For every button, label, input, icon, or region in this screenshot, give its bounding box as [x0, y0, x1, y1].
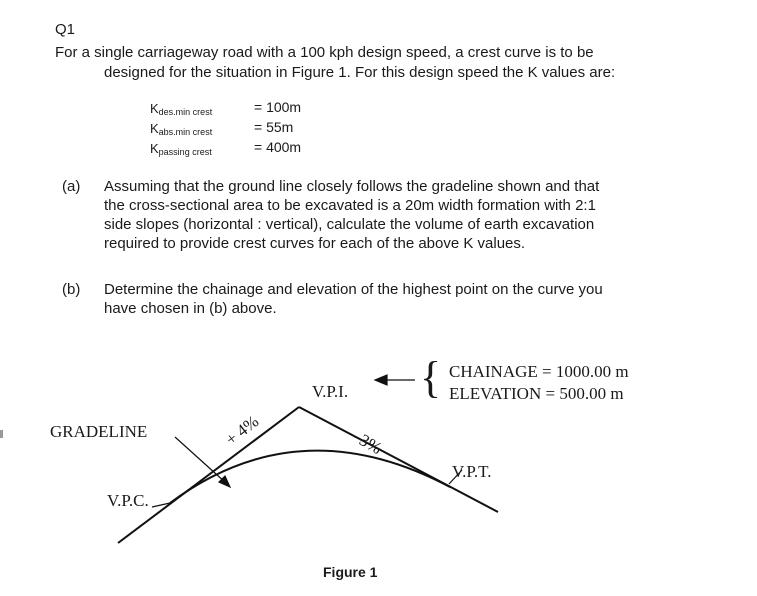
vpi-arrowhead — [375, 375, 387, 385]
part-a-line-4: required to provide crest curves for each of the above K values. — [104, 235, 526, 252]
part-b-label: (b) — [62, 281, 81, 298]
part-b-line-2: have chosen in (b) above. — [104, 300, 277, 317]
intro-line-2: designed for the situation in Figure 1. For this design speed the K values are: — [104, 64, 616, 81]
k-label-des-min: $K_{des.min crest}$ — [150, 101, 213, 117]
part-a-line-2: the cross-sectional area to be excavated is a 20m width formation with 2:1 — [104, 197, 596, 214]
gradeline-leader-line — [175, 437, 226, 483]
part-a-line-1: Assuming that the ground line closely follows the gradeline shown and that — [104, 178, 600, 195]
downhill-tangent-line — [299, 407, 498, 512]
brace-glyph: { — [420, 353, 442, 402]
elevation-label: ELEVATION = 500.00 m — [449, 384, 624, 403]
vpt-label: V.P.T. — [452, 462, 492, 481]
k-value-passing: = 400m — [254, 139, 302, 155]
part-b-line-1: Determine the chainage and elevation of the highest point on the curve you — [104, 281, 603, 298]
part-a-line-3: side slopes (horizontal : vertical), calculate the volume of earth excavation — [104, 216, 595, 233]
vpc-label: V.P.C. — [107, 491, 149, 510]
grade-up-label: + 4% — [221, 411, 263, 450]
grade-down-label: - 3% — [347, 425, 386, 459]
k-label-passing: $K_{passing crest}$ — [150, 141, 212, 157]
vpi-label: V.P.I. — [312, 382, 349, 401]
gradeline-label: GRADELINE — [50, 422, 148, 441]
margin-mark — [0, 430, 3, 438]
k-value-des-min: = 100m — [254, 99, 302, 115]
chainage-label: CHAINAGE = 1000.00 m — [449, 362, 629, 381]
k-value-abs-min: = 55m — [254, 119, 294, 135]
intro-line-1: For a single carriageway road with a 100 kph design speed, a crest curve is to be — [55, 44, 594, 61]
k-label-abs-min: $K_{abs.min crest}$ — [150, 121, 213, 137]
figure-caption: Figure 1 — [323, 564, 378, 580]
part-a-label: (a) — [62, 178, 81, 195]
question-number: Q1 — [55, 21, 76, 38]
crest-curve — [170, 451, 450, 503]
